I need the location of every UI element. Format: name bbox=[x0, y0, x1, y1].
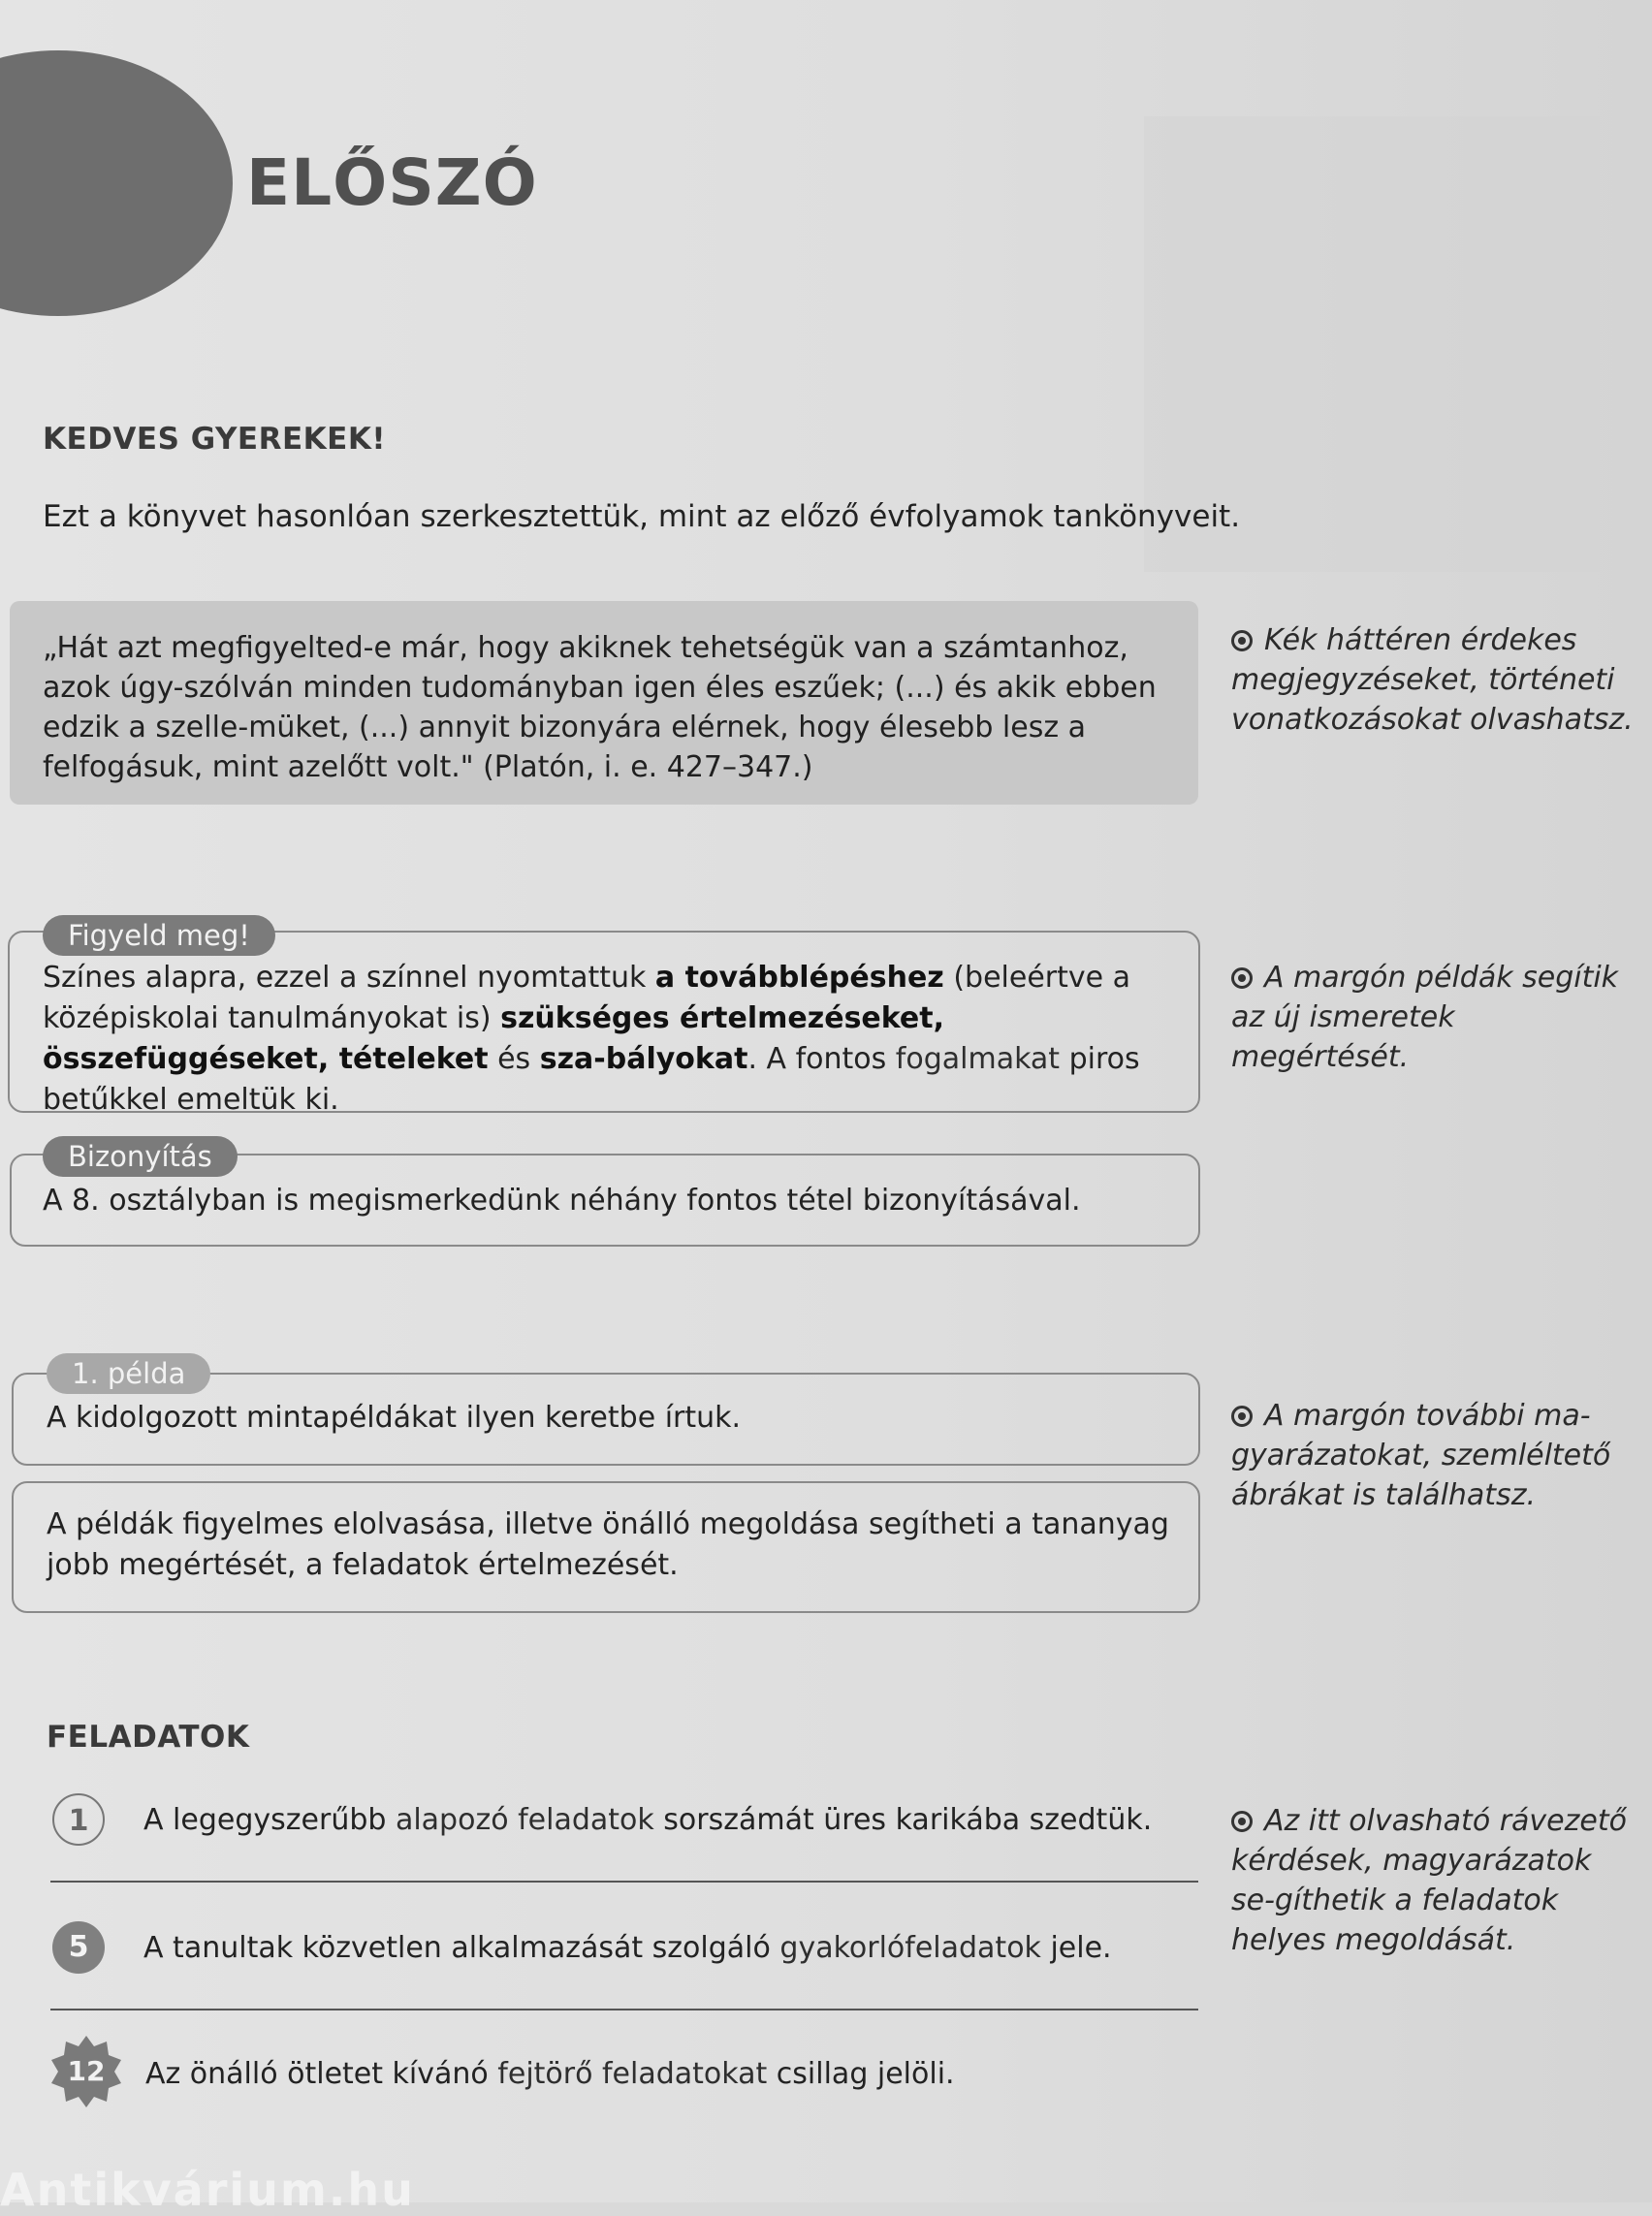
text-part: A legegyszerűbb bbox=[143, 1803, 396, 1837]
text-part: sorszámát üres karikába szedtük. bbox=[653, 1803, 1153, 1837]
note-text: Kék háttéren érdekes megjegyzéseket, történeti vonatkozásokat olvashatsz. bbox=[1231, 623, 1634, 737]
pelda-tab: 1. példa bbox=[47, 1353, 210, 1394]
pelda-text: A kidolgozott mintapéldákat ilyen keretbe írtuk. bbox=[47, 1401, 742, 1435]
intro-text: Ezt a könyvet hasonlóan szerkesztettük, mint az előző évfolyamok tankönyveit. bbox=[43, 499, 1241, 534]
figyeld-meg-text bbox=[43, 958, 1177, 1121]
figyeld-meg-tab: Figyeld meg! bbox=[43, 915, 275, 956]
task-line-basic bbox=[143, 1803, 1152, 1837]
quote-text: „Hát azt megfigyelted-e már, hogy akiknek tehetségük van a számtanhoz, azok úgy-szólván minden tudományban igen éles eszűek; (...) és akik ebben edzik a szelle-müket, (...) annyit bizonyára elérnek, hogy élesebb lesz a felfogásuk, mint azelőtt volt." (Platón, i. e. 427–347.) bbox=[43, 631, 1157, 784]
note-text: A margón példák segítik az új ismeretek megértését. bbox=[1231, 961, 1619, 1074]
task-number-basic: 1 bbox=[52, 1793, 105, 1846]
text-part: Színes alapra, ezzel a színnel nyomtattuk bbox=[43, 961, 655, 995]
divider bbox=[50, 2009, 1198, 2010]
text-part: piros betűkkel emeltük ki. bbox=[43, 1042, 1140, 1117]
margin-note-figyeld bbox=[1231, 958, 1638, 1077]
feladatok-heading: FELADATOK bbox=[47, 1720, 250, 1755]
pelda-solution-text: A példák figyelmes elolvasása, illetve önálló megoldása segítheti a tananyag jobb megértését, a feladatok értelmezését. bbox=[47, 1507, 1169, 1582]
text-part: A tanultak közvetlen alkalmazását szolgáló bbox=[143, 1931, 780, 1965]
text-part: (beleértve a középiskolai tanulmányokat is) bbox=[43, 961, 1130, 1035]
watermark: Antikvárium.hu bbox=[0, 2164, 415, 2216]
title-circle-decoration bbox=[0, 50, 233, 316]
target-bullet-icon bbox=[1231, 630, 1253, 651]
bold-term: szükséges értelmezéseket, összefüggéseket, tételeket bbox=[43, 1001, 945, 1076]
text-part: jele. bbox=[1040, 1931, 1112, 1965]
highlighted-term: fogalmakat bbox=[895, 1042, 1061, 1076]
text-part: csillag jelöli. bbox=[767, 2057, 955, 2091]
text-part: Az önálló ötletet kívánó bbox=[145, 2057, 498, 2091]
target-bullet-icon bbox=[1231, 1406, 1253, 1427]
margin-note-feladat bbox=[1231, 1801, 1638, 1960]
bold-term: sza-bályokat bbox=[539, 1042, 748, 1076]
greeting-heading: KEDVES GYEREKEK! bbox=[43, 422, 387, 457]
divider bbox=[50, 1881, 1198, 1883]
text-part: és bbox=[488, 1042, 540, 1076]
bizonyitas-tab: Bizonyítás bbox=[43, 1136, 238, 1177]
target-bullet-icon bbox=[1231, 1811, 1253, 1832]
task-line-practice bbox=[143, 1931, 1112, 1965]
highlighted-term: fejtörő feladatokat bbox=[497, 2057, 768, 2091]
text-part: . A fontos bbox=[747, 1042, 896, 1076]
margin-note-quote bbox=[1231, 620, 1638, 740]
bizonyitas-text: A 8. osztályban is megismerkedünk néhány fontos tétel bizonyításával. bbox=[43, 1184, 1081, 1218]
bold-term: a továbblépéshez bbox=[654, 961, 944, 995]
note-text: A margón további ma-gyarázatokat, szemléltető ábrákat is találhatsz. bbox=[1231, 1399, 1611, 1512]
task-number-practice: 5 bbox=[52, 1921, 105, 1974]
note-text: Az itt olvasható rávezető kérdések, magyarázatok se-gíthetik a feladatok helyes megoldását. bbox=[1231, 1804, 1627, 1957]
page-title: ELŐSZÓ bbox=[246, 145, 538, 220]
target-bullet-icon bbox=[1231, 967, 1253, 989]
task-line-puzzle bbox=[145, 2057, 955, 2091]
task-number-puzzle: 12 bbox=[67, 2055, 106, 2087]
margin-note-pelda bbox=[1231, 1396, 1638, 1515]
highlighted-term: gyakorlófeladatok bbox=[779, 1931, 1041, 1965]
highlighted-term: alapozó feladatok bbox=[395, 1803, 654, 1837]
